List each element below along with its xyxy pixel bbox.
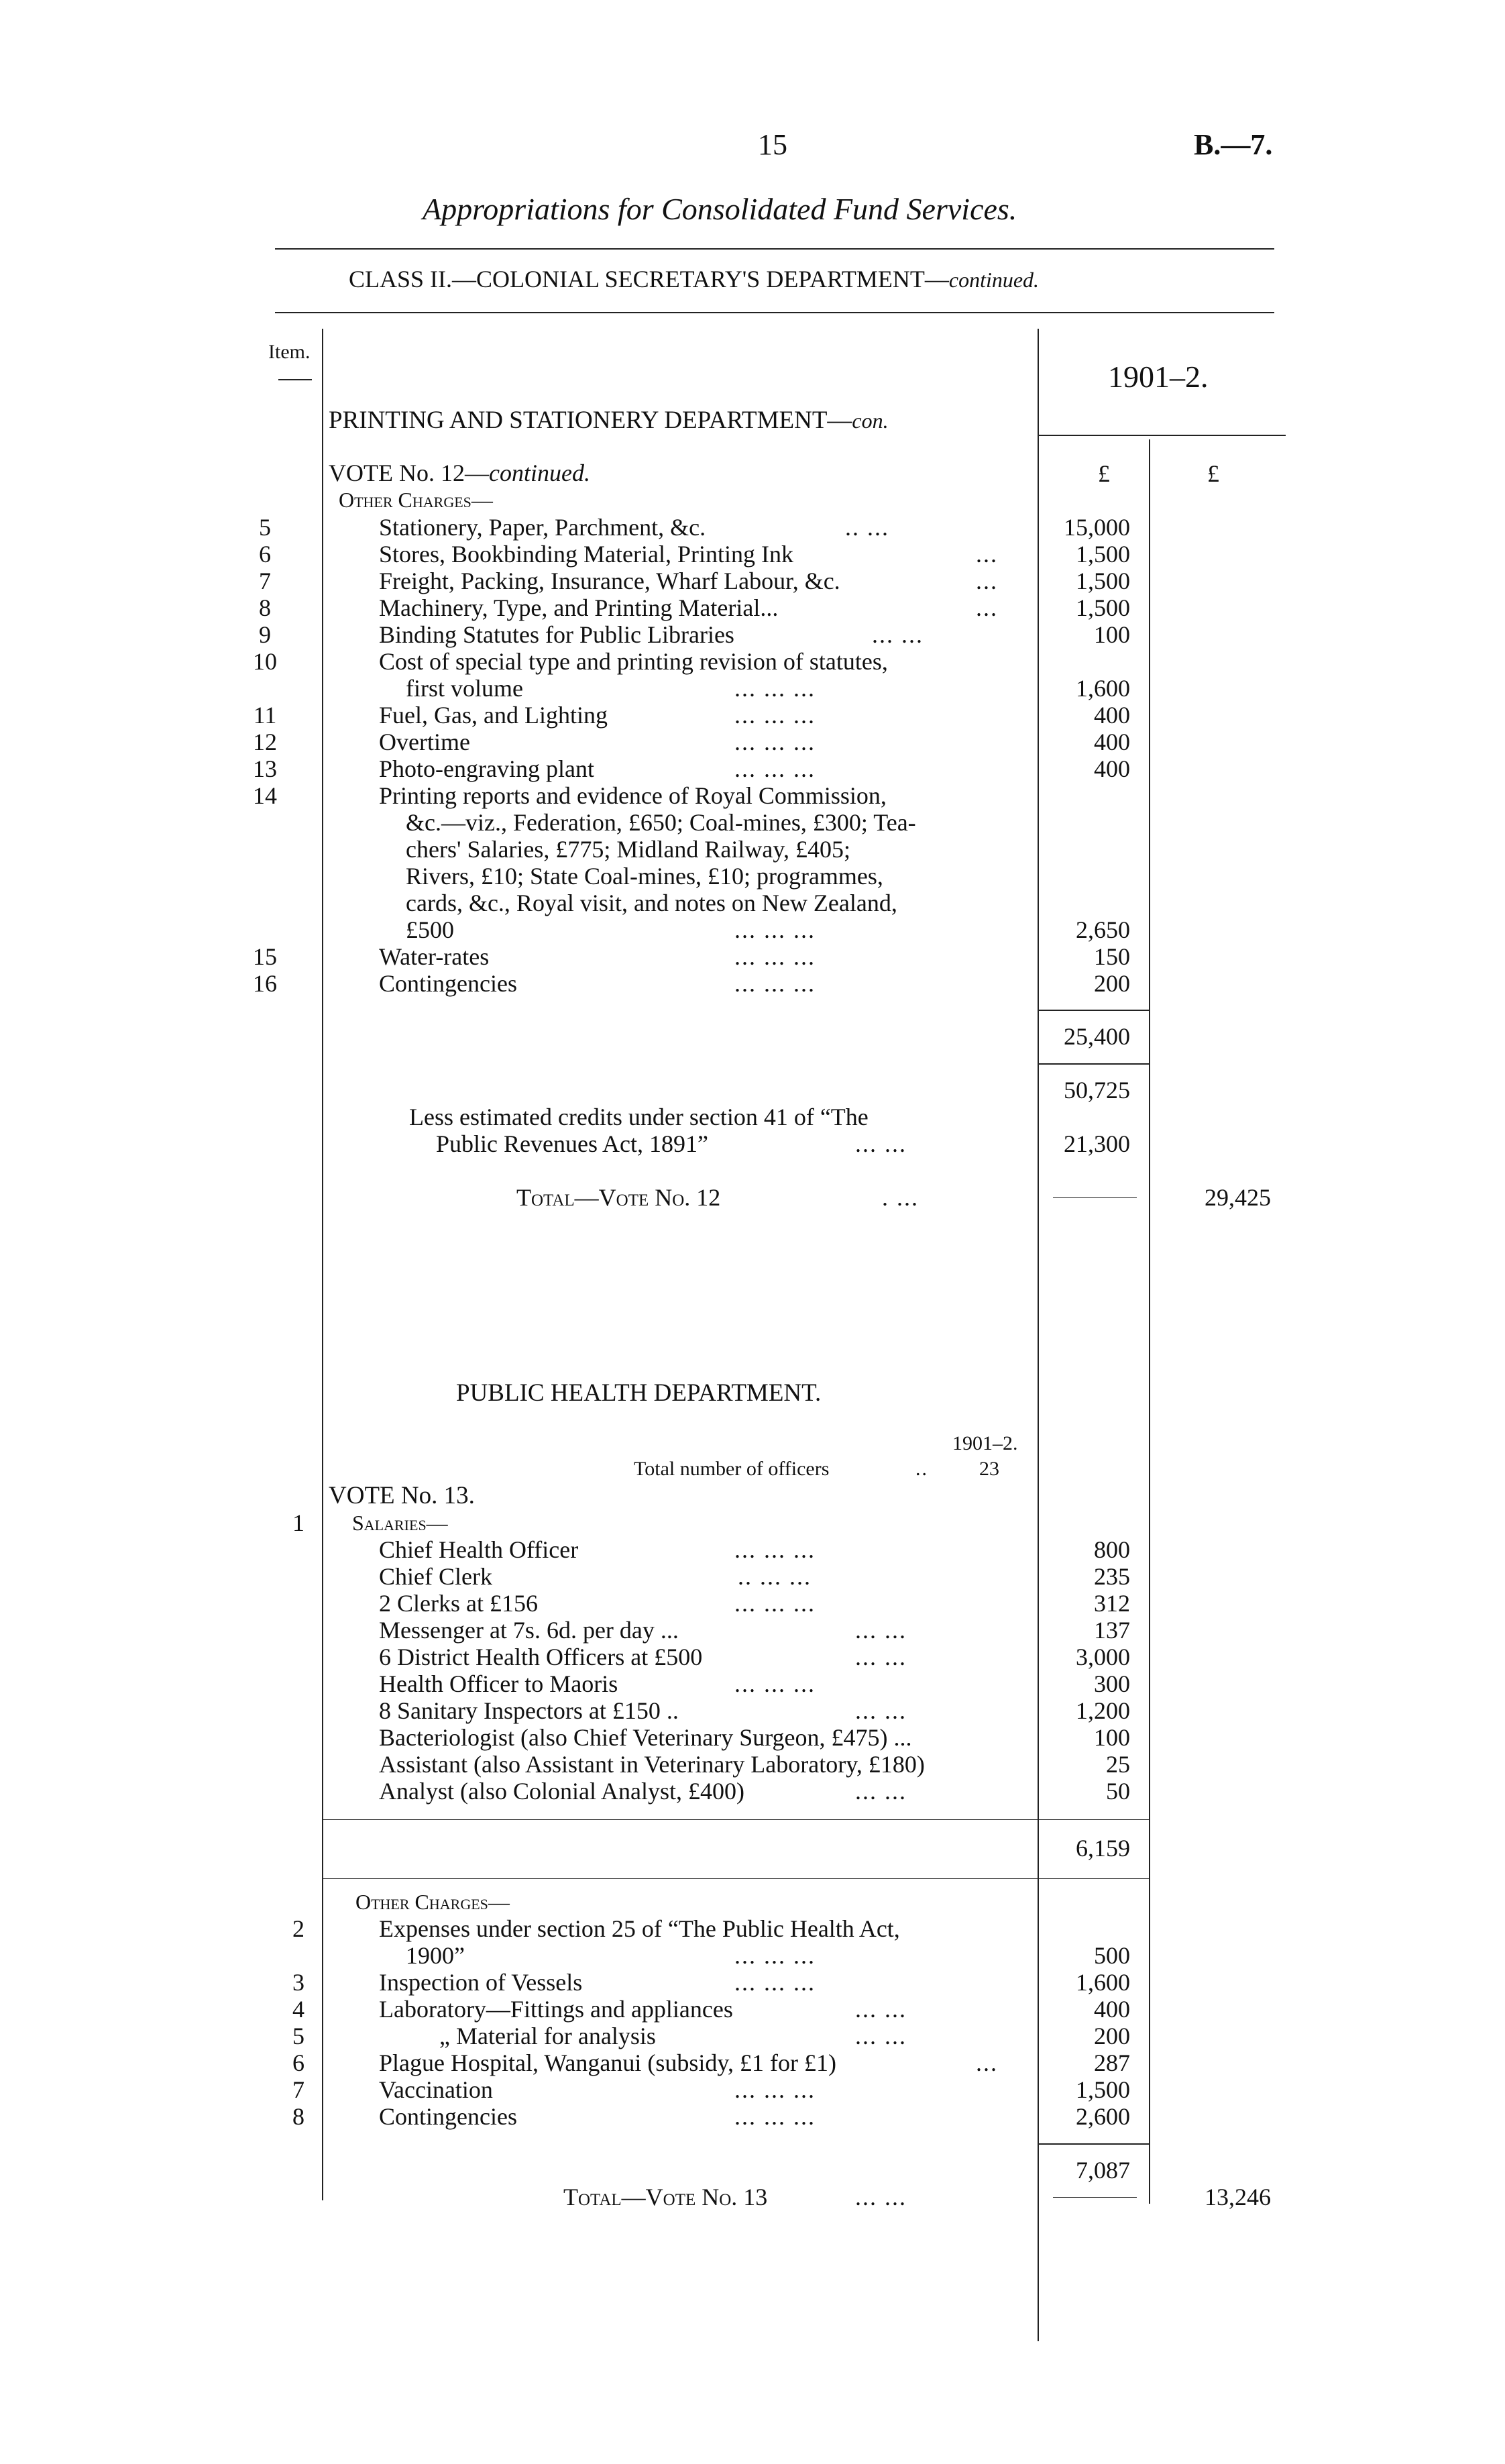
- class-heading: [349, 265, 1039, 293]
- item-number: 7: [259, 568, 271, 594]
- item-dots: ... ... ...: [734, 755, 816, 782]
- item-dots: . ...: [882, 1184, 919, 1211]
- item-description-continued: Rivers, £10; State Coal-mines, £10; programmes,: [406, 863, 883, 890]
- vote-13-total-label: Total—Vote No. 13: [563, 2184, 768, 2210]
- salary-description: Assistant (also Assistant in Veterinary Laboratory, £180): [379, 1751, 925, 1778]
- item-dots: ... ... ...: [734, 943, 816, 970]
- item-description: Machinery, Type, and Printing Material...: [379, 594, 779, 621]
- year-column-header: 1901–2.: [1108, 360, 1209, 394]
- item-number: 9: [259, 621, 271, 648]
- item-amount: 1,500: [1076, 2076, 1130, 2103]
- vote-12-total-dash: [1053, 1197, 1137, 1198]
- item-number: 1: [292, 1509, 304, 1536]
- item-dots: ... ...: [855, 1130, 907, 1157]
- salary-amount: 137: [1094, 1617, 1130, 1644]
- salary-amount: 1,200: [1076, 1697, 1130, 1724]
- item-description: Binding Statutes for Public Libraries: [379, 621, 734, 648]
- item-amount: 200: [1094, 2023, 1130, 2049]
- item-number: 16: [253, 970, 277, 997]
- item-dots: .. ...: [845, 514, 889, 541]
- item-dots: ... ... ...: [734, 1942, 816, 1969]
- vote-13-heading: VOTE No. 13.: [329, 1482, 475, 1509]
- item-amount: 2,600: [1076, 2103, 1130, 2130]
- item-description-continued: cards, &c., Royal visit, and notes on New Zealand,: [406, 890, 897, 916]
- item-number: 6: [292, 2049, 304, 2076]
- salary-description: 2 Clerks at £156: [379, 1590, 538, 1617]
- item-number: 6: [259, 541, 271, 568]
- item-dots: ... ... ...: [734, 702, 816, 729]
- vote-12-heading: [329, 460, 590, 486]
- printing-subtotal: 25,400: [1064, 1023, 1130, 1050]
- officers-year: 1901–2.: [952, 1432, 1018, 1454]
- item-amount: 15,000: [1064, 514, 1130, 541]
- less-credits-label-continued: Public Revenues Act, 1891”: [436, 1130, 708, 1157]
- item-dots: .. ... ...: [738, 1563, 812, 1590]
- item-dots: ... ... ...: [734, 1670, 816, 1697]
- item-description: Fuel, Gas, and Lighting: [379, 702, 608, 729]
- item-description: Water-rates: [379, 943, 490, 970]
- salaries-rule: [322, 1819, 1149, 1820]
- vote-13-total-amount: 13,246: [1205, 2184, 1271, 2210]
- officers-label: Total number of officers: [634, 1458, 830, 1480]
- health-other-charges-heading: Other Charges—: [355, 1890, 510, 1914]
- item-description: Vaccination: [379, 2076, 493, 2103]
- item-description: Laboratory—Fittings and appliances: [379, 1996, 733, 2023]
- item-number: 4: [292, 1996, 304, 2023]
- item-description-continued: chers' Salaries, £775; Midland Railway, £405;: [406, 836, 851, 863]
- gross-rule: [1038, 1063, 1149, 1065]
- item-description: Overtime: [379, 729, 470, 755]
- item-amount: 1,500: [1076, 541, 1130, 568]
- item-column-header: Item.: [268, 341, 311, 363]
- pound-sign-total: £: [1207, 460, 1219, 487]
- item-amount: 500: [1094, 1942, 1130, 1969]
- salaries-bottom-rule: [322, 1878, 1149, 1879]
- salary-amount: 235: [1094, 1563, 1130, 1590]
- item-description: Stores, Bookbinding Material, Printing Ink: [379, 541, 793, 568]
- item-dots: ...: [976, 594, 998, 621]
- item-number: 8: [292, 2103, 304, 2130]
- salary-description: Bacteriologist (also Chief Veterinary Surgeon, £475) ...: [379, 1724, 912, 1751]
- item-description: Contingencies: [379, 970, 517, 997]
- salary-description: 6 District Health Officers at £500: [379, 1644, 703, 1670]
- total-column-rule: [1149, 439, 1150, 2204]
- item-dots: ... ... ...: [734, 1536, 816, 1563]
- salary-amount: 3,000: [1076, 1644, 1130, 1670]
- other-charges-rule: [1038, 2143, 1149, 2145]
- item-description: Freight, Packing, Insurance, Wharf Labour, &c.: [379, 568, 840, 594]
- item-description: Photo-engraving plant: [379, 755, 594, 782]
- item-dots: ... ...: [855, 1778, 907, 1805]
- salary-description: Chief Health Officer: [379, 1536, 579, 1563]
- item-number: 3: [292, 1969, 304, 1996]
- salary-amount: 100: [1094, 1724, 1130, 1751]
- vote-12-total-amount: 29,425: [1205, 1184, 1271, 1211]
- page-number: 15: [758, 128, 787, 161]
- vote-13-total-dash: [1053, 2197, 1137, 2198]
- salary-description: 8 Sanitary Inspectors at £150 ..: [379, 1697, 679, 1724]
- item-amount: 1,500: [1076, 594, 1130, 621]
- item-dots: ...: [976, 541, 998, 568]
- pound-sign-amount: £: [1098, 460, 1110, 487]
- item-dots: ... ... ...: [734, 916, 816, 943]
- item-amount: 200: [1094, 970, 1130, 997]
- salary-amount: 300: [1094, 1670, 1130, 1697]
- item-amount: 1,600: [1076, 1969, 1130, 1996]
- item-number: 5: [259, 514, 271, 541]
- page-title: Appropriations for Consolidated Fund Services.: [423, 192, 1017, 226]
- item-amount: 400: [1094, 755, 1130, 782]
- printing-other-charges-heading: Other Charges—: [339, 488, 493, 512]
- salary-description: Analyst (also Colonial Analyst, £400): [379, 1778, 744, 1805]
- vote-12-text: VOTE No. 12—: [329, 460, 489, 486]
- title-rule: [275, 248, 1274, 250]
- health-other-total: 7,087: [1076, 2157, 1130, 2184]
- item-description-continued: &c.—viz., Federation, £650; Coal-mines, £300; Tea-: [406, 809, 916, 836]
- vote-12-total-label: Total—Vote No. 12: [516, 1184, 721, 1211]
- item-dots: ... ...: [855, 1996, 907, 2023]
- salaries-heading: Salaries—: [352, 1511, 448, 1535]
- item-dots: ... ... ...: [734, 2076, 816, 2103]
- item-description: Printing reports and evidence of Royal Commission,: [379, 782, 887, 809]
- item-number: 12: [253, 729, 277, 755]
- item-number: 11: [253, 702, 277, 729]
- item-description: „ Material for analysis: [439, 2023, 656, 2049]
- item-dots: ... ... ...: [734, 2103, 816, 2130]
- salary-amount: 800: [1094, 1536, 1130, 1563]
- item-amount: 2,650: [1076, 916, 1130, 943]
- salaries-total: 6,159: [1076, 1835, 1130, 1862]
- item-dots: ... ...: [855, 1697, 907, 1724]
- public-health-heading: PUBLIC HEALTH DEPARTMENT.: [456, 1379, 822, 1407]
- item-number: 2: [292, 1915, 304, 1942]
- less-credits-amount: 21,300: [1064, 1130, 1130, 1157]
- item-dots: ... ... ...: [734, 1590, 816, 1617]
- item-amount: 1,600: [1076, 675, 1130, 702]
- officers-dots: ..: [915, 1458, 928, 1480]
- item-number: 8: [259, 594, 271, 621]
- vote-12-continued: continued.: [488, 460, 590, 486]
- salary-description: Chief Clerk: [379, 1563, 492, 1590]
- printing-heading-continued: con.: [852, 409, 889, 433]
- item-dots: ... ...: [855, 2023, 907, 2049]
- item-description: Contingencies: [379, 2103, 517, 2130]
- item-dots: ...: [976, 568, 998, 594]
- item-description: Inspection of Vessels: [379, 1969, 583, 1996]
- printing-department-heading: [329, 406, 889, 435]
- item-dots: ... ... ...: [734, 729, 816, 755]
- subtotal-rule: [1038, 1010, 1149, 1011]
- item-dots: ...: [976, 2049, 998, 2076]
- item-description: Stationery, Paper, Parchment, &c.: [379, 514, 706, 541]
- item-dots: ... ... ...: [734, 1969, 816, 1996]
- item-number: 13: [253, 755, 277, 782]
- item-description-continued: 1900”: [406, 1942, 465, 1969]
- printing-heading-text: PRINTING AND STATIONERY DEPARTMENT—: [329, 407, 852, 434]
- salary-description: Health Officer to Maoris: [379, 1670, 618, 1697]
- item-number: 5: [292, 2023, 304, 2049]
- item-dots: ... ... ...: [734, 675, 816, 702]
- header-rule: [1038, 435, 1286, 436]
- item-column-rule: [322, 329, 323, 2200]
- item-dots: ... ...: [872, 621, 924, 648]
- item-number: 10: [253, 648, 277, 675]
- item-amount: 100: [1094, 621, 1130, 648]
- item-description-continued: first volume: [406, 675, 523, 702]
- salary-amount: 25: [1106, 1751, 1130, 1778]
- item-dots: ... ...: [855, 1644, 907, 1670]
- less-credits-label: Less estimated credits under section 41 of “The: [409, 1104, 869, 1130]
- item-amount: 287: [1094, 2049, 1130, 2076]
- officers-count: 23: [979, 1458, 999, 1480]
- salary-description: Messenger at 7s. 6d. per day ...: [379, 1617, 679, 1644]
- item-amount: 1,500: [1076, 568, 1130, 594]
- item-description: Cost of special type and printing revision of statutes,: [379, 648, 888, 675]
- item-number: 14: [253, 782, 277, 809]
- item-number: 15: [253, 943, 277, 970]
- document-reference: B.—7.: [1194, 128, 1273, 161]
- class-heading-text: CLASS II.—COLONIAL SECRETARY'S DEPARTMENT—: [349, 266, 949, 292]
- item-number: 7: [292, 2076, 304, 2103]
- item-dots: ... ... ...: [734, 970, 816, 997]
- item-amount: 400: [1094, 702, 1130, 729]
- salary-amount: 312: [1094, 1590, 1130, 1617]
- item-description-continued: £500: [406, 916, 454, 943]
- item-dots: ... ...: [855, 1617, 907, 1644]
- printing-gross-total: 50,725: [1064, 1077, 1130, 1104]
- class-rule: [275, 312, 1274, 313]
- item-amount: 150: [1094, 943, 1130, 970]
- class-heading-continued: continued.: [948, 268, 1040, 292]
- item-amount: 400: [1094, 729, 1130, 755]
- item-header-dash: [278, 379, 312, 380]
- item-dots: ... ...: [855, 2184, 907, 2210]
- item-amount: 400: [1094, 1996, 1130, 2023]
- salary-amount: 50: [1106, 1778, 1130, 1805]
- item-description: Expenses under section 25 of “The Public Health Act,: [379, 1915, 900, 1942]
- item-description: Plague Hospital, Wanganui (subsidy, £1 for £1): [379, 2049, 837, 2076]
